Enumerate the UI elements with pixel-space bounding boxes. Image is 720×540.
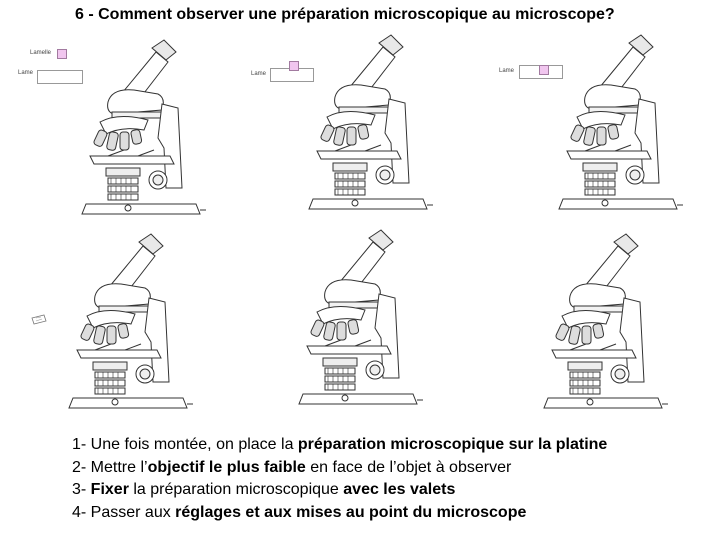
step-number: 3- — [72, 481, 91, 498]
step-text: en face de l’objet à observer — [305, 458, 512, 476]
step-emphasis: réglages et aux mises au point du microscope — [175, 503, 527, 521]
step-4 — [72, 502, 607, 525]
step-text: Mettre l’ — [90, 458, 148, 476]
microscope-illustration-4 — [65, 232, 195, 412]
slide-sketch-icon — [30, 312, 48, 326]
lamelle-label: Lamelle — [30, 50, 52, 56]
steps-list — [72, 434, 607, 524]
microscope-illustration-5 — [295, 228, 425, 408]
step-text: Une fois montée, on place la — [90, 436, 298, 453]
coverslip-swatch — [57, 49, 67, 59]
glass-slide — [37, 70, 83, 84]
step-emphasis: objectif le plus faible — [147, 458, 306, 476]
microscope-illustration-1 — [78, 38, 208, 218]
step-number: 1- — [72, 436, 91, 453]
step-text: la préparation microscopique — [128, 481, 344, 498]
microscope-illustration-3 — [555, 33, 685, 213]
step-emphasis: préparation microscopique sur la platine — [297, 436, 608, 453]
microscope-illustration-2 — [305, 33, 435, 213]
step-number: 4- — [72, 503, 91, 521]
microscope-illustration-6 — [540, 232, 670, 412]
lame-label: Lame — [251, 71, 267, 77]
step-text: Passer aux — [90, 503, 176, 521]
step-1 — [72, 434, 607, 457]
coverslip-swatch — [539, 65, 549, 75]
step-3 — [72, 479, 607, 502]
coverslip-swatch — [289, 61, 299, 71]
step-emphasis: Fixer — [90, 481, 129, 498]
page-title: 6 - Comment observer une préparation microscopique au microscope? — [75, 6, 615, 23]
step-emphasis: avec les valets — [343, 481, 456, 498]
lame-label: Lame — [499, 68, 515, 74]
step-number: 2- — [72, 458, 91, 476]
lame-label: Lame — [18, 70, 34, 76]
step-2 — [72, 457, 607, 480]
